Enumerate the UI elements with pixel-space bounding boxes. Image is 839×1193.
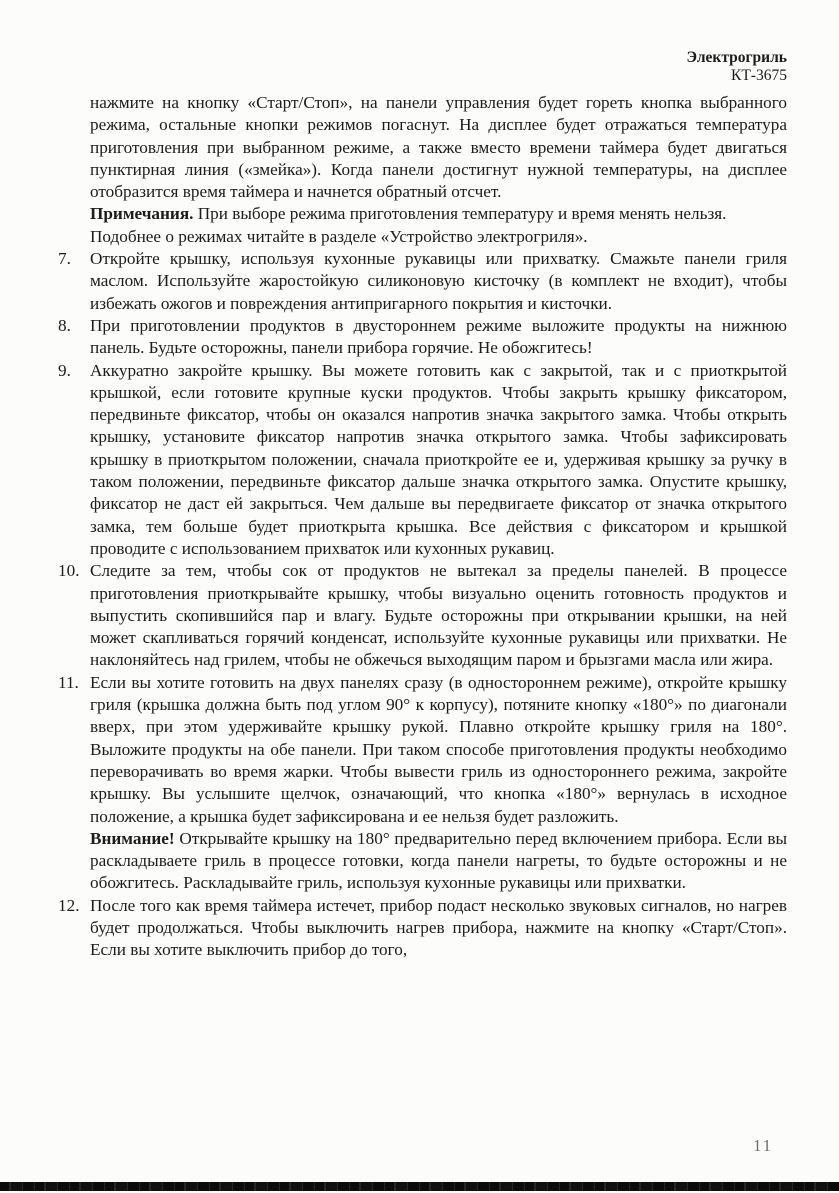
scan-artifact-bar [0, 1182, 839, 1191]
warning-paragraph [90, 828, 787, 895]
list-item-number: 9. [58, 360, 71, 380]
notes-more-paragraph: Подобнее о режимах читайте в разделе «Устройство электрогриля». [90, 226, 588, 246]
list-item-number: 7. [58, 249, 71, 269]
list-item-text: Аккуратно закройте крышку. Вы можете готовить как с закрытой, так и с приоткрытой крышкой, если готовите крупные куски продуктов. Чтобы закрыть крышку фиксатором, передвиньте фиксатор, чтобы он оказался напротив значка закрытого замка. Чтобы открыть крышку, установите фиксатор напротив значка открытого замка. Чтобы зафиксировать крышку в приоткрытом положении, сначала приоткройте ее и, удерживая крышку за ручку в таком положении, передвиньте фиксатор дальше значка открытого замка. Опустите крышку, фиксатор не даст ей закрыться. Чем дальше вы передвигаете фиксатор от значка открытого замка, тем больше будет приоткрыта крышка. Все действия с фиксатором и крышкой проводите с использованием прихваток или кухонных рукавиц. [90, 360, 787, 558]
list-item-number: 10. [58, 561, 80, 581]
list-item-7 [58, 248, 787, 315]
page-header [687, 49, 787, 85]
list-item-10 [58, 560, 787, 671]
list-item-9 [58, 360, 787, 561]
list-item-text: Откройте крышку, используя кухонные рукавицы или прихватку. Смажьте панели гриля маслом. Используйте жаростойкую силиконовую кисточку (в комплект не входит), чтобы избежать ожогов и повреждения антипригарного покрытия и кисточки. [90, 249, 787, 313]
page-number: 11 [753, 1136, 773, 1155]
notes-text: При выборе режима приготовления температуру и время менять нельзя. [197, 204, 727, 224]
numbered-list [58, 248, 788, 962]
notes-label: Примечания. [90, 204, 194, 224]
document-body [58, 92, 788, 962]
document-model-number: КТ-3675 [731, 67, 787, 84]
list-item-text: Следите за тем, чтобы сок от продуктов не вытекал за пределы панелей. В процессе приготовления приоткрывайте крышку, чтобы визуально оценить готовность продуктов и выпустить скопившийся пар и влагу. Будьте осторожны при открывании крышки, на ней может скапливаться горячий конденсат, используйте кухонные рукавицы или прихватки. Не наклоняйтесь над грилем, чтобы не обжечься выходящим паром и брызгами масла или жира. [90, 561, 787, 670]
document-title: Электрогриль [686, 49, 787, 66]
list-item-number: 8. [58, 315, 71, 335]
list-item-text: После того как время таймера истечет, прибор подаст несколько звуковых сигналов, но нагрев будет продолжаться. Чтобы выключить нагрев прибора, нажмите на кнопку «Старт/Стоп». Если вы хотите выключить прибор до того, [90, 895, 787, 960]
list-item-8 [58, 315, 787, 360]
warning-label: Внимание! [90, 828, 175, 848]
list-item-text: Если вы хотите готовить на двух панелях сразу (в одностороннем режиме), откройте крышку гриля (крышка должна быть под углом 90° к корпусу), потяните кнопку «180°» по диагонали вверх, при этом удерживайте крышку рукой. Плавно откройте крышку гриля на 180°. Выложите продукты на обе панели. При таком способе приготовления продукты необходимо переворачивать во время жарки. Чтобы вывести гриль из одностороннего режима, закройте крышку. Вы услышите щелчок, означающий, что кнопка «180°» вернулась в исходное положение, а крышка будет зафиксирована и ее нельзя будет разложить. [90, 672, 787, 826]
list-item-number: 11. [58, 672, 79, 692]
list-item-number: 12. [58, 895, 80, 915]
warning-text: Открывайте крышку на 180° предварительно перед включением прибора. Если вы раскладываете гриль в процессе готовки, когда панели нагреты, то будьте осторожны и не обожгитесь. Раскладывайте гриль, используя кухонные рукавицы или прихватки. [90, 828, 788, 893]
list-item-text: При приготовлении продуктов в двустороннем режиме выложите продукты на нижнюю панель. Будьте осторожны, панели прибора горячие. Не обожгитесь! [90, 315, 787, 358]
list-item-12 [58, 895, 787, 962]
notes-paragraph [90, 203, 787, 225]
intro-paragraph: нажмите на кнопку «Старт/Стоп», на панели управления будет гореть кнопка выбранного режима, остальные кнопки режимов погаснут. На дисплее будет отражаться температура приготовления при выбранном режиме, а также вместо времени таймера будет двигаться пунктирная линия («змейка»). Когда панели достигнут нужной температуры, на дисплее отобразится время таймера и начнется обратный отсчет. [90, 93, 787, 202]
list-item-11 [58, 672, 788, 895]
